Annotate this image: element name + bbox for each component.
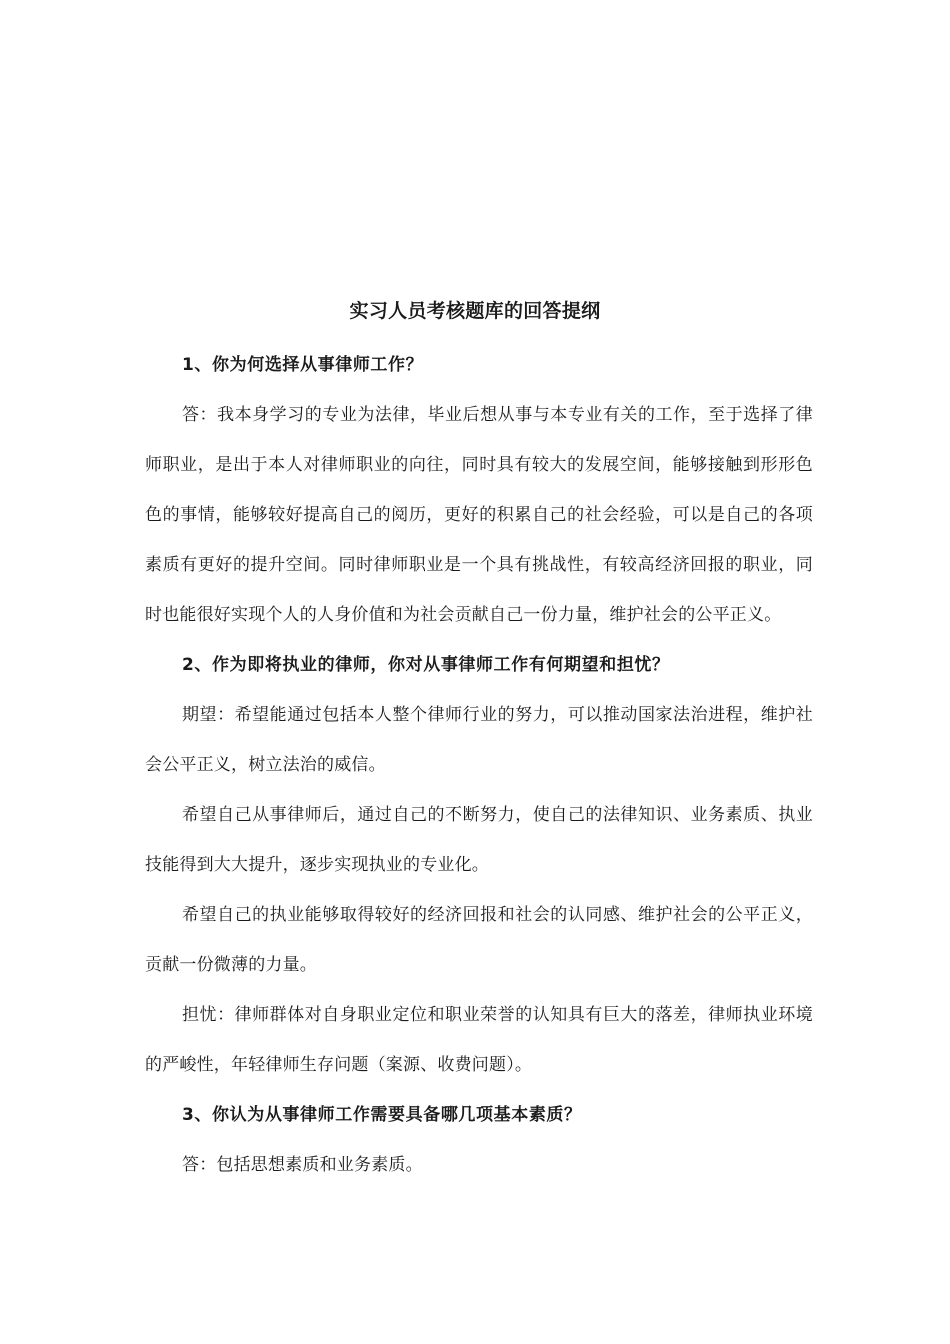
answer-paragraph: 答：包括思想素质和业务素质。	[182, 1155, 423, 1175]
answer-paragraph: 希望自己的执业能够取得较好的经济回报和社会的认同感、维护社会的公平正义，贡献一份微薄的力量。	[145, 905, 813, 975]
answer-paragraph: 答：我本身学习的专业为法律，毕业后想从事与本专业有关的工作，至于选择了律师职业，是出于本人对律师职业的向往，同时具有较大的发展空间，能够接触到形形色色的事情，能够较好提高自己的阅历，更好的积累自己的社会经验，可以是自己的各项素质有更好的提升空间。同时律师职业是一个具有挑战性，有较高经济回报的职业，同时也能很好实现个人的人身价值和为社会贡献自己一份力量，维护社会的公平正义。	[145, 405, 813, 625]
question-heading: 3、你认为从事律师工作需要具备哪几项基本素质？	[182, 1105, 582, 1125]
question-heading: 2、作为即将执业的律师，你对从事律师工作有何期望和担忧？	[182, 655, 670, 675]
answer-paragraph: 希望自己从事律师后，通过自己的不断努力，使自己的法律知识、业务素质、执业技能得到大大提升，逐步实现执业的专业化。	[145, 805, 813, 875]
answer-paragraph: 期望：希望能通过包括本人整个律师行业的努力，可以推动国家法治进程，维护社会公平正义，树立法治的威信。	[145, 705, 813, 775]
document-title: 实习人员考核题库的回答提纲	[349, 300, 601, 322]
document-body	[145, 340, 813, 1190]
answer-paragraph: 担忧：律师群体对自身职业定位和职业荣誉的认知具有巨大的落差，律师执业环境的严峻性，年轻律师生存问题（案源、收费问题）。	[145, 1005, 813, 1075]
question-heading: 1、你为何选择从事律师工作？	[182, 355, 424, 375]
